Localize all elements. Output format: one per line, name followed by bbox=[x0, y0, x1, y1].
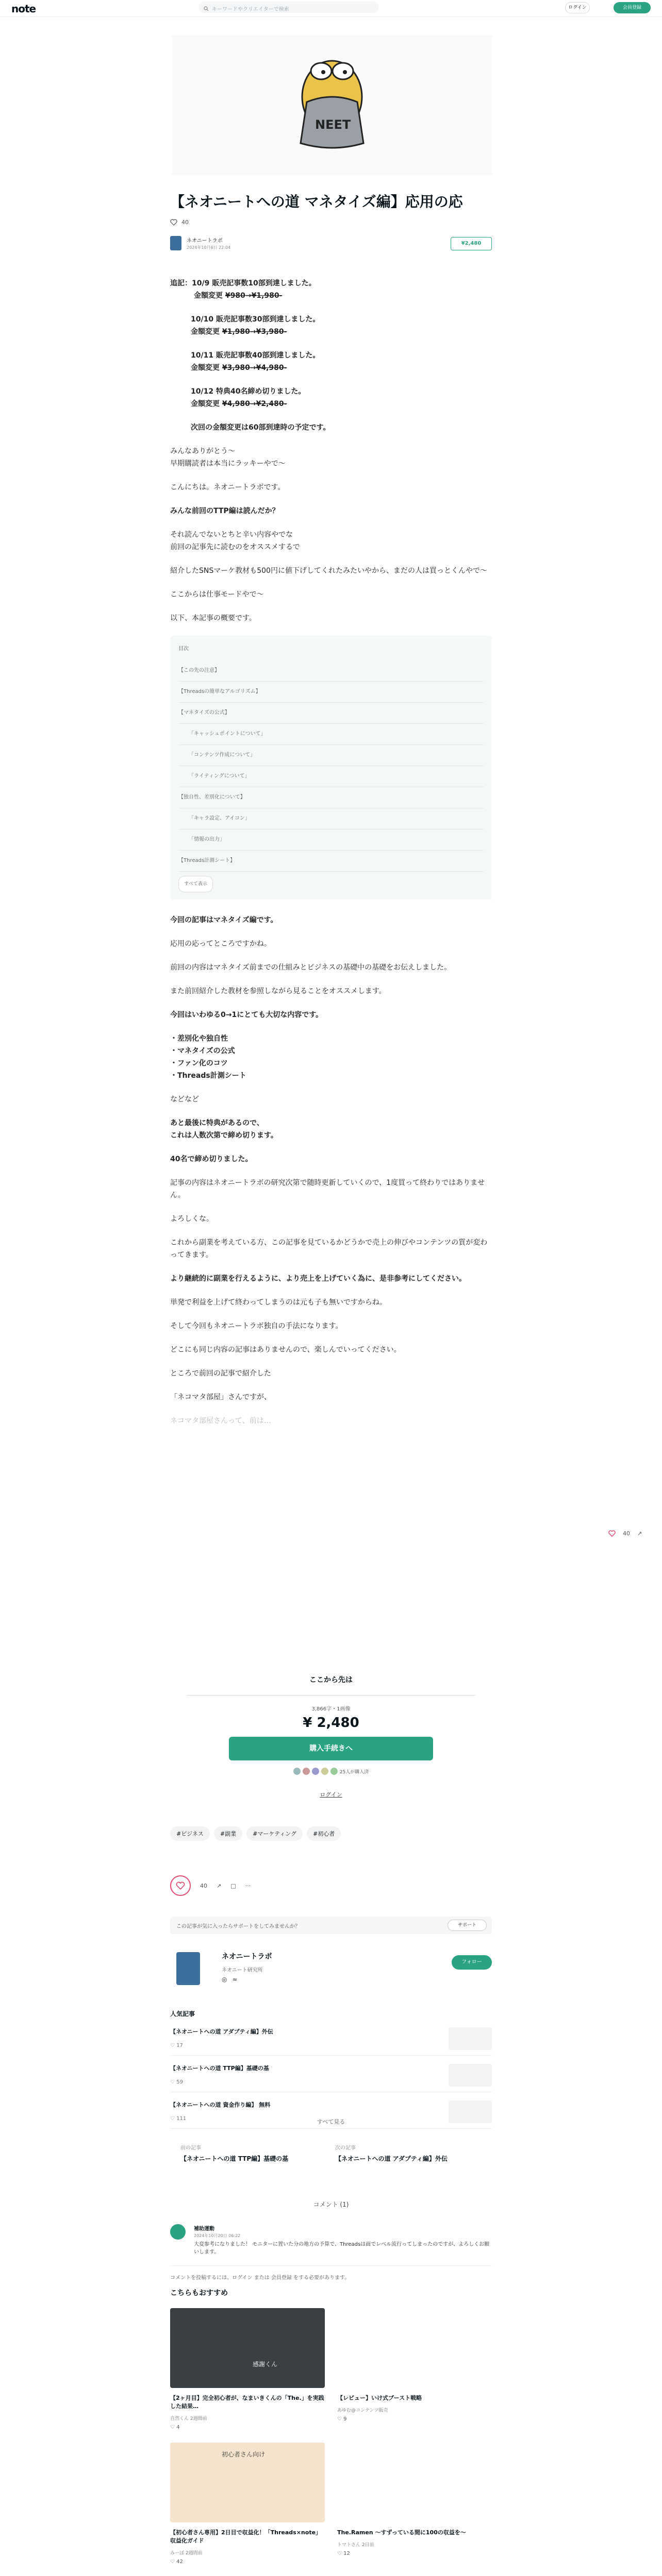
recommend-stat-count: 12 bbox=[343, 2551, 350, 2556]
paywall-title: ここから先は bbox=[309, 1676, 353, 1684]
text-line: 10/12 特典40名締め切りました。 bbox=[191, 387, 306, 396]
popular-thumbnail[interactable] bbox=[449, 2064, 492, 2087]
creator-avatar[interactable] bbox=[176, 1952, 200, 1985]
hero-image bbox=[172, 35, 492, 175]
toc-item[interactable]: 「情報の出力」 bbox=[178, 829, 484, 851]
popular-title[interactable]: 【ネオニートへの道 TTP編】基礎の基 bbox=[170, 2065, 269, 2072]
share-icon[interactable]: ↗ bbox=[637, 1530, 642, 1537]
search-bar[interactable] bbox=[198, 2, 379, 13]
text-line: 金額変更 bbox=[194, 292, 223, 300]
search-icon bbox=[204, 6, 209, 11]
comment-avatar[interactable] bbox=[170, 2224, 186, 2240]
recommend-stat-count: 42 bbox=[176, 2559, 183, 2565]
instagram-icon[interactable]: ◎ bbox=[222, 1976, 227, 1983]
neet-character-illustration bbox=[172, 35, 492, 175]
text-line: 前回の記事先に読むのをオススメするで bbox=[170, 543, 300, 551]
hero-neet-text: NEET bbox=[315, 117, 351, 132]
text-line: 次回の金額変更は60部到達時の予定です。 bbox=[191, 423, 330, 432]
text-line: こんにちは。ネオニートラボです。 bbox=[170, 483, 285, 492]
text-block bbox=[170, 529, 492, 553]
floating-likes-count: 40 bbox=[623, 1530, 630, 1537]
popular-heading: 人気記事 bbox=[170, 2010, 195, 2018]
popular-likes: ♡ 59 bbox=[170, 2079, 183, 2085]
comments-section bbox=[170, 2200, 492, 2281]
text-line: ¥4,980→¥2,480- bbox=[222, 400, 287, 408]
popular-title[interactable]: 【ネオニートへの道 アダプティ編】外伝 bbox=[170, 2028, 273, 2035]
toc-item[interactable]: 【マネタイズの公式】 bbox=[178, 703, 484, 724]
text-line: どこにも同じ内容の記事はありませんので、楽しんでいってください。 bbox=[170, 1346, 401, 1354]
text-line: ・差別化や独自性 bbox=[170, 1035, 228, 1043]
toc-label[interactable]: 目次 bbox=[178, 646, 189, 652]
text-block bbox=[170, 1032, 492, 1082]
recommend-author[interactable]: みーぽ 2週間前 bbox=[170, 2551, 203, 2556]
popular-likes: ♡ 111 bbox=[170, 2116, 187, 2122]
paywall-note: 3,866字・1画像 bbox=[311, 1706, 351, 1712]
text-line: ところで前回の記事で紹介した bbox=[170, 1369, 271, 1378]
text-line: あと最後に特典があるので、 bbox=[170, 1119, 264, 1127]
popular-item[interactable] bbox=[170, 2064, 492, 2092]
login-button[interactable]: ログイン bbox=[565, 2, 590, 13]
author-avatar[interactable] bbox=[170, 236, 181, 250]
next-label: 次の記事 bbox=[335, 2145, 356, 2151]
heart-icon[interactable] bbox=[170, 219, 177, 226]
text-line: これから副業を考えている方、この記事を見ているかどうかで売上の伸びやコンテンツの質が変わってきます。 bbox=[170, 1239, 488, 1259]
text-line: 応用の応ってところですかね。 bbox=[170, 940, 271, 948]
like-count: 40 bbox=[200, 1882, 207, 1889]
text-line: 紹介したSNSマーケ教材も500円に値下げしてくれたみたいやから、まだの人は買っとくんやで〜 bbox=[170, 567, 487, 575]
article-main bbox=[170, 192, 492, 1438]
tag[interactable]: #初心者 bbox=[307, 1826, 341, 1841]
article-body bbox=[170, 277, 492, 1427]
paywall bbox=[170, 1674, 492, 1799]
text-block bbox=[170, 1117, 492, 1142]
buyer-avatar bbox=[293, 1768, 301, 1775]
comment-text: 大変参考になりました！ モニターに置いた分の地方の予算で、Threadsは面でレベル流行ってしまったのですが、よろしくお願いします。 bbox=[194, 2242, 490, 2255]
comment-icon[interactable]: □ bbox=[230, 1882, 236, 1889]
support-button[interactable]: サポート bbox=[448, 1920, 487, 1931]
creator-name[interactable]: ネオニートラボ bbox=[222, 1953, 272, 1961]
buyers-row bbox=[170, 1768, 492, 1775]
buyer-avatar bbox=[321, 1768, 328, 1775]
popular-item[interactable] bbox=[170, 2027, 492, 2056]
toc-item[interactable]: 「キャッシュポイントについて」 bbox=[178, 724, 484, 745]
comment-date: 2024年10月20日 06:22 bbox=[194, 2233, 241, 2238]
text-line: 10/11 販売記事数40部到達しました。 bbox=[191, 351, 320, 360]
prev-title[interactable]: 【ネオニートへの道 TTP編】基礎の基 bbox=[180, 2155, 289, 2162]
popular-thumbnail[interactable] bbox=[449, 2027, 492, 2050]
text-line: 前回の内容はマネタイズ前までの仕組みとビジネスの基礎中の基礎をお伝えしました。 bbox=[170, 963, 452, 972]
recommend-card[interactable] bbox=[170, 2443, 325, 2565]
recommend-thumbnail[interactable] bbox=[170, 2308, 325, 2388]
recommend-title[interactable]: 【レビュー】いけ式ブースト戦略 bbox=[337, 2395, 422, 2401]
recommend-card[interactable] bbox=[337, 2308, 492, 2430]
toc-show-all-button[interactable]: すべて表示 bbox=[178, 876, 213, 892]
text-line: 追記：10/9 販売記事数10部到達しました。 bbox=[170, 279, 316, 287]
thumbnail-caption: 初心者さん向け bbox=[222, 2451, 266, 2458]
popular-likes-count: 17 bbox=[176, 2043, 183, 2048]
buyer-avatar bbox=[312, 1768, 319, 1775]
comment bbox=[170, 2224, 492, 2255]
text-line: などなど bbox=[170, 1095, 199, 1104]
text-line: 今回はいわゆる0→1にとても大切な内容です。 bbox=[170, 1011, 323, 1019]
recommend-stat: ♡ 9 bbox=[337, 2416, 347, 2422]
tag[interactable]: #マーケティング bbox=[246, 1826, 303, 1841]
text-line: 単発で利益を上げて終わってしまうのは元も子も無いですからね。 bbox=[170, 1298, 387, 1307]
text-block bbox=[170, 385, 492, 410]
toc-item[interactable]: 「キャラ設定、アイコン」 bbox=[178, 808, 484, 829]
price-badge: ¥2,480 bbox=[451, 237, 492, 250]
next-article[interactable] bbox=[335, 2143, 485, 2163]
text-line: ¥3,980→¥4,980- bbox=[222, 364, 287, 372]
text-line: 金額変更 bbox=[191, 364, 220, 372]
share-icon[interactable]: ↗ bbox=[217, 1882, 222, 1889]
author-block bbox=[170, 234, 492, 252]
search-placeholder: キーワードやクリエイターで検索 bbox=[212, 7, 289, 12]
toc-item[interactable]: 「コンテンツ作成について」 bbox=[178, 745, 484, 766]
text-line: また前回紹介した教材を参照しながら見ることをオススメします。 bbox=[170, 987, 386, 995]
text-line: ¥1,980→¥3,980- bbox=[222, 328, 287, 336]
text-line: 今回の記事はマネタイズ編です。 bbox=[170, 916, 278, 924]
toc-item[interactable]: 「ライティングについて」 bbox=[178, 766, 484, 787]
toc-item[interactable]: 【独自性、差別化について】 bbox=[178, 787, 484, 808]
text-line: みんな前回のTTP編は読んだか？ bbox=[170, 507, 279, 515]
article-date: 2024年10月6日 22:04 bbox=[187, 245, 231, 250]
table-of-contents bbox=[170, 636, 492, 900]
text-line: 10/10 販売記事数30部到達しました。 bbox=[191, 315, 320, 324]
buyers-count: 25人が購入済 bbox=[339, 1769, 369, 1775]
text-block bbox=[170, 445, 492, 470]
text-line: 以下、本記事の概要です。 bbox=[170, 614, 256, 622]
text-line: 早期購読者は本当にラッキーやで〜 bbox=[170, 460, 286, 468]
like-button[interactable] bbox=[170, 1875, 191, 1896]
text-line: 40名で締め切りました。 bbox=[170, 1155, 253, 1163]
text-line: それ読んでないとちと辛い内容やでな bbox=[170, 531, 293, 539]
text-line: 記事の内容はネオニートラボの研究次第で随時更新していくので、1度買って終わりではありません。 bbox=[170, 1179, 485, 1199]
text-line: 金額変更 bbox=[191, 328, 220, 336]
register-button[interactable]: 会員登録 bbox=[614, 2, 651, 13]
prev-label: 前の記事 bbox=[180, 2145, 201, 2151]
text-block bbox=[170, 277, 492, 302]
text-line: ・Threads計測シート bbox=[170, 1072, 246, 1080]
text-line: よろしくな。 bbox=[170, 1215, 213, 1223]
creator-social bbox=[222, 1976, 238, 1983]
divider bbox=[187, 1695, 475, 1700]
recommend-title[interactable]: 【初心者さん専用】2日目で収益化！「Threads×note」収益化ガイド bbox=[170, 2529, 322, 2544]
support-text: この記事が気に入ったらサポートをしてみませんか？ bbox=[176, 1924, 300, 1929]
recommend-stat-count: 9 bbox=[343, 2416, 347, 2422]
recommend-thumbnail[interactable] bbox=[337, 2443, 492, 2522]
article-actions bbox=[170, 1875, 251, 1896]
tag[interactable]: #副業 bbox=[214, 1826, 242, 1841]
text-line: ここからは仕事モードやで〜 bbox=[170, 590, 264, 599]
article-navigation bbox=[170, 2143, 492, 2179]
recommended-articles bbox=[170, 2287, 492, 2565]
text-line: そして今回もネオニートラボ独自の手法になります。 bbox=[170, 1322, 343, 1330]
recommend-thumbnail[interactable] bbox=[337, 2308, 492, 2388]
recommend-author[interactable]: あゆむ@コンテンツ販売 bbox=[337, 2408, 388, 2413]
text-line-faded: ネコマタ部屋さんって、前は… bbox=[170, 1417, 271, 1425]
author-name[interactable]: ネオニートラボ bbox=[187, 238, 223, 244]
follow-button[interactable]: フォロー bbox=[452, 1955, 492, 1970]
recommend-stat: ♡ 42 bbox=[170, 2559, 183, 2565]
text-line: ¥980→¥1,980- bbox=[225, 292, 283, 300]
site-header bbox=[0, 0, 662, 17]
text-line: 金額変更 bbox=[191, 400, 220, 408]
heart-icon bbox=[176, 1882, 185, 1890]
recommend-author[interactable]: 自然くん 2週間前 bbox=[170, 2416, 207, 2421]
floating-actions bbox=[608, 1530, 642, 1537]
popular-likes: ♡ 17 bbox=[170, 2043, 183, 2048]
heart-icon[interactable] bbox=[608, 1530, 616, 1537]
buyer-avatar bbox=[330, 1768, 338, 1775]
text-line: 「ネコマタ部屋」さんですが、 bbox=[170, 1393, 271, 1401]
text-block bbox=[170, 313, 492, 338]
recommend-stat-count: 4 bbox=[176, 2425, 180, 2430]
recommend-stat: ♡ 12 bbox=[337, 2551, 350, 2556]
recommend-title[interactable]: 【2ヶ月目】完全初心者が、なまいきくんの「The.」を実践した結果… bbox=[170, 2395, 324, 2410]
text-line: より継続的に副業を行えるように、より売上を上げていく為に、是非参考にしてください。 bbox=[170, 1275, 466, 1283]
popular-likes-count: 111 bbox=[176, 2116, 187, 2122]
recommend-title[interactable]: The.Ramen 〜すずっている間に100の収益を〜 bbox=[337, 2529, 466, 2536]
comment-user[interactable]: 補助運動 bbox=[194, 2226, 214, 2232]
toc-item[interactable]: 【Threads計測シート】 bbox=[178, 851, 484, 872]
recommend-stat: ♡ 4 bbox=[170, 2425, 180, 2430]
purchase-button[interactable]: 購入手続きへ bbox=[229, 1737, 433, 1760]
toc-item[interactable]: 【この先の注意】 bbox=[178, 660, 484, 682]
creator-desc: ネオニート研究所 bbox=[222, 1968, 263, 1973]
comment-login-note: コメントを投稿するには、ログイン または 会員登録 をする必要があります。 bbox=[170, 2265, 492, 2281]
text-line: みんなありがとう〜 bbox=[170, 447, 235, 455]
recommend-thumbnail[interactable] bbox=[170, 2443, 325, 2522]
recommend-card[interactable] bbox=[170, 2308, 325, 2430]
recommend-card[interactable] bbox=[337, 2443, 492, 2565]
text-line: ・マネタイズの公式 bbox=[170, 1047, 235, 1055]
see-all-link[interactable]: すべて見る bbox=[317, 2119, 345, 2125]
paywall-login-link[interactable]: ログイン bbox=[320, 1791, 342, 1798]
comments-heading[interactable]: コメント (1) bbox=[313, 2201, 349, 2208]
popular-likes-count: 59 bbox=[176, 2079, 183, 2085]
thumbnail-caption: 感謝くん bbox=[253, 2361, 278, 2368]
recommend-author[interactable]: トマトさん 2日前 bbox=[337, 2543, 374, 2548]
support-box bbox=[170, 1917, 492, 1934]
text-line: ・ファン化のコツ bbox=[170, 1059, 228, 1067]
toc-item[interactable]: 【Threadsの簡単なアルゴリズム】 bbox=[178, 682, 484, 703]
paywall-price: ¥ 2,480 bbox=[303, 1715, 359, 1731]
rss-icon[interactable]: ≈ bbox=[232, 1976, 238, 1983]
tag[interactable]: #ビジネス bbox=[170, 1826, 210, 1841]
next-title[interactable]: 【ネオニートへの道 アダプティ編】外伝 bbox=[335, 2155, 448, 2162]
popular-title[interactable]: 【ネオニートへの道 資金作り編】 無料 bbox=[170, 2102, 271, 2108]
text-line: これは人数次第で締め切ります。 bbox=[170, 1131, 278, 1140]
more-icon[interactable]: ··· bbox=[245, 1882, 251, 1889]
article-likes bbox=[170, 219, 492, 226]
article-title: 【ネオニートへの道 マネタイズ編】応用の応 bbox=[170, 193, 463, 210]
prev-article[interactable] bbox=[180, 2143, 325, 2163]
note-logo[interactable]: note bbox=[11, 3, 36, 15]
likes-count: 40 bbox=[181, 219, 189, 226]
creator-card bbox=[170, 1945, 492, 1991]
text-block bbox=[170, 349, 492, 374]
tag-list bbox=[170, 1826, 341, 1841]
recommend-heading: こちらもおすすめ bbox=[170, 2289, 228, 2297]
buyer-avatar bbox=[303, 1768, 310, 1775]
